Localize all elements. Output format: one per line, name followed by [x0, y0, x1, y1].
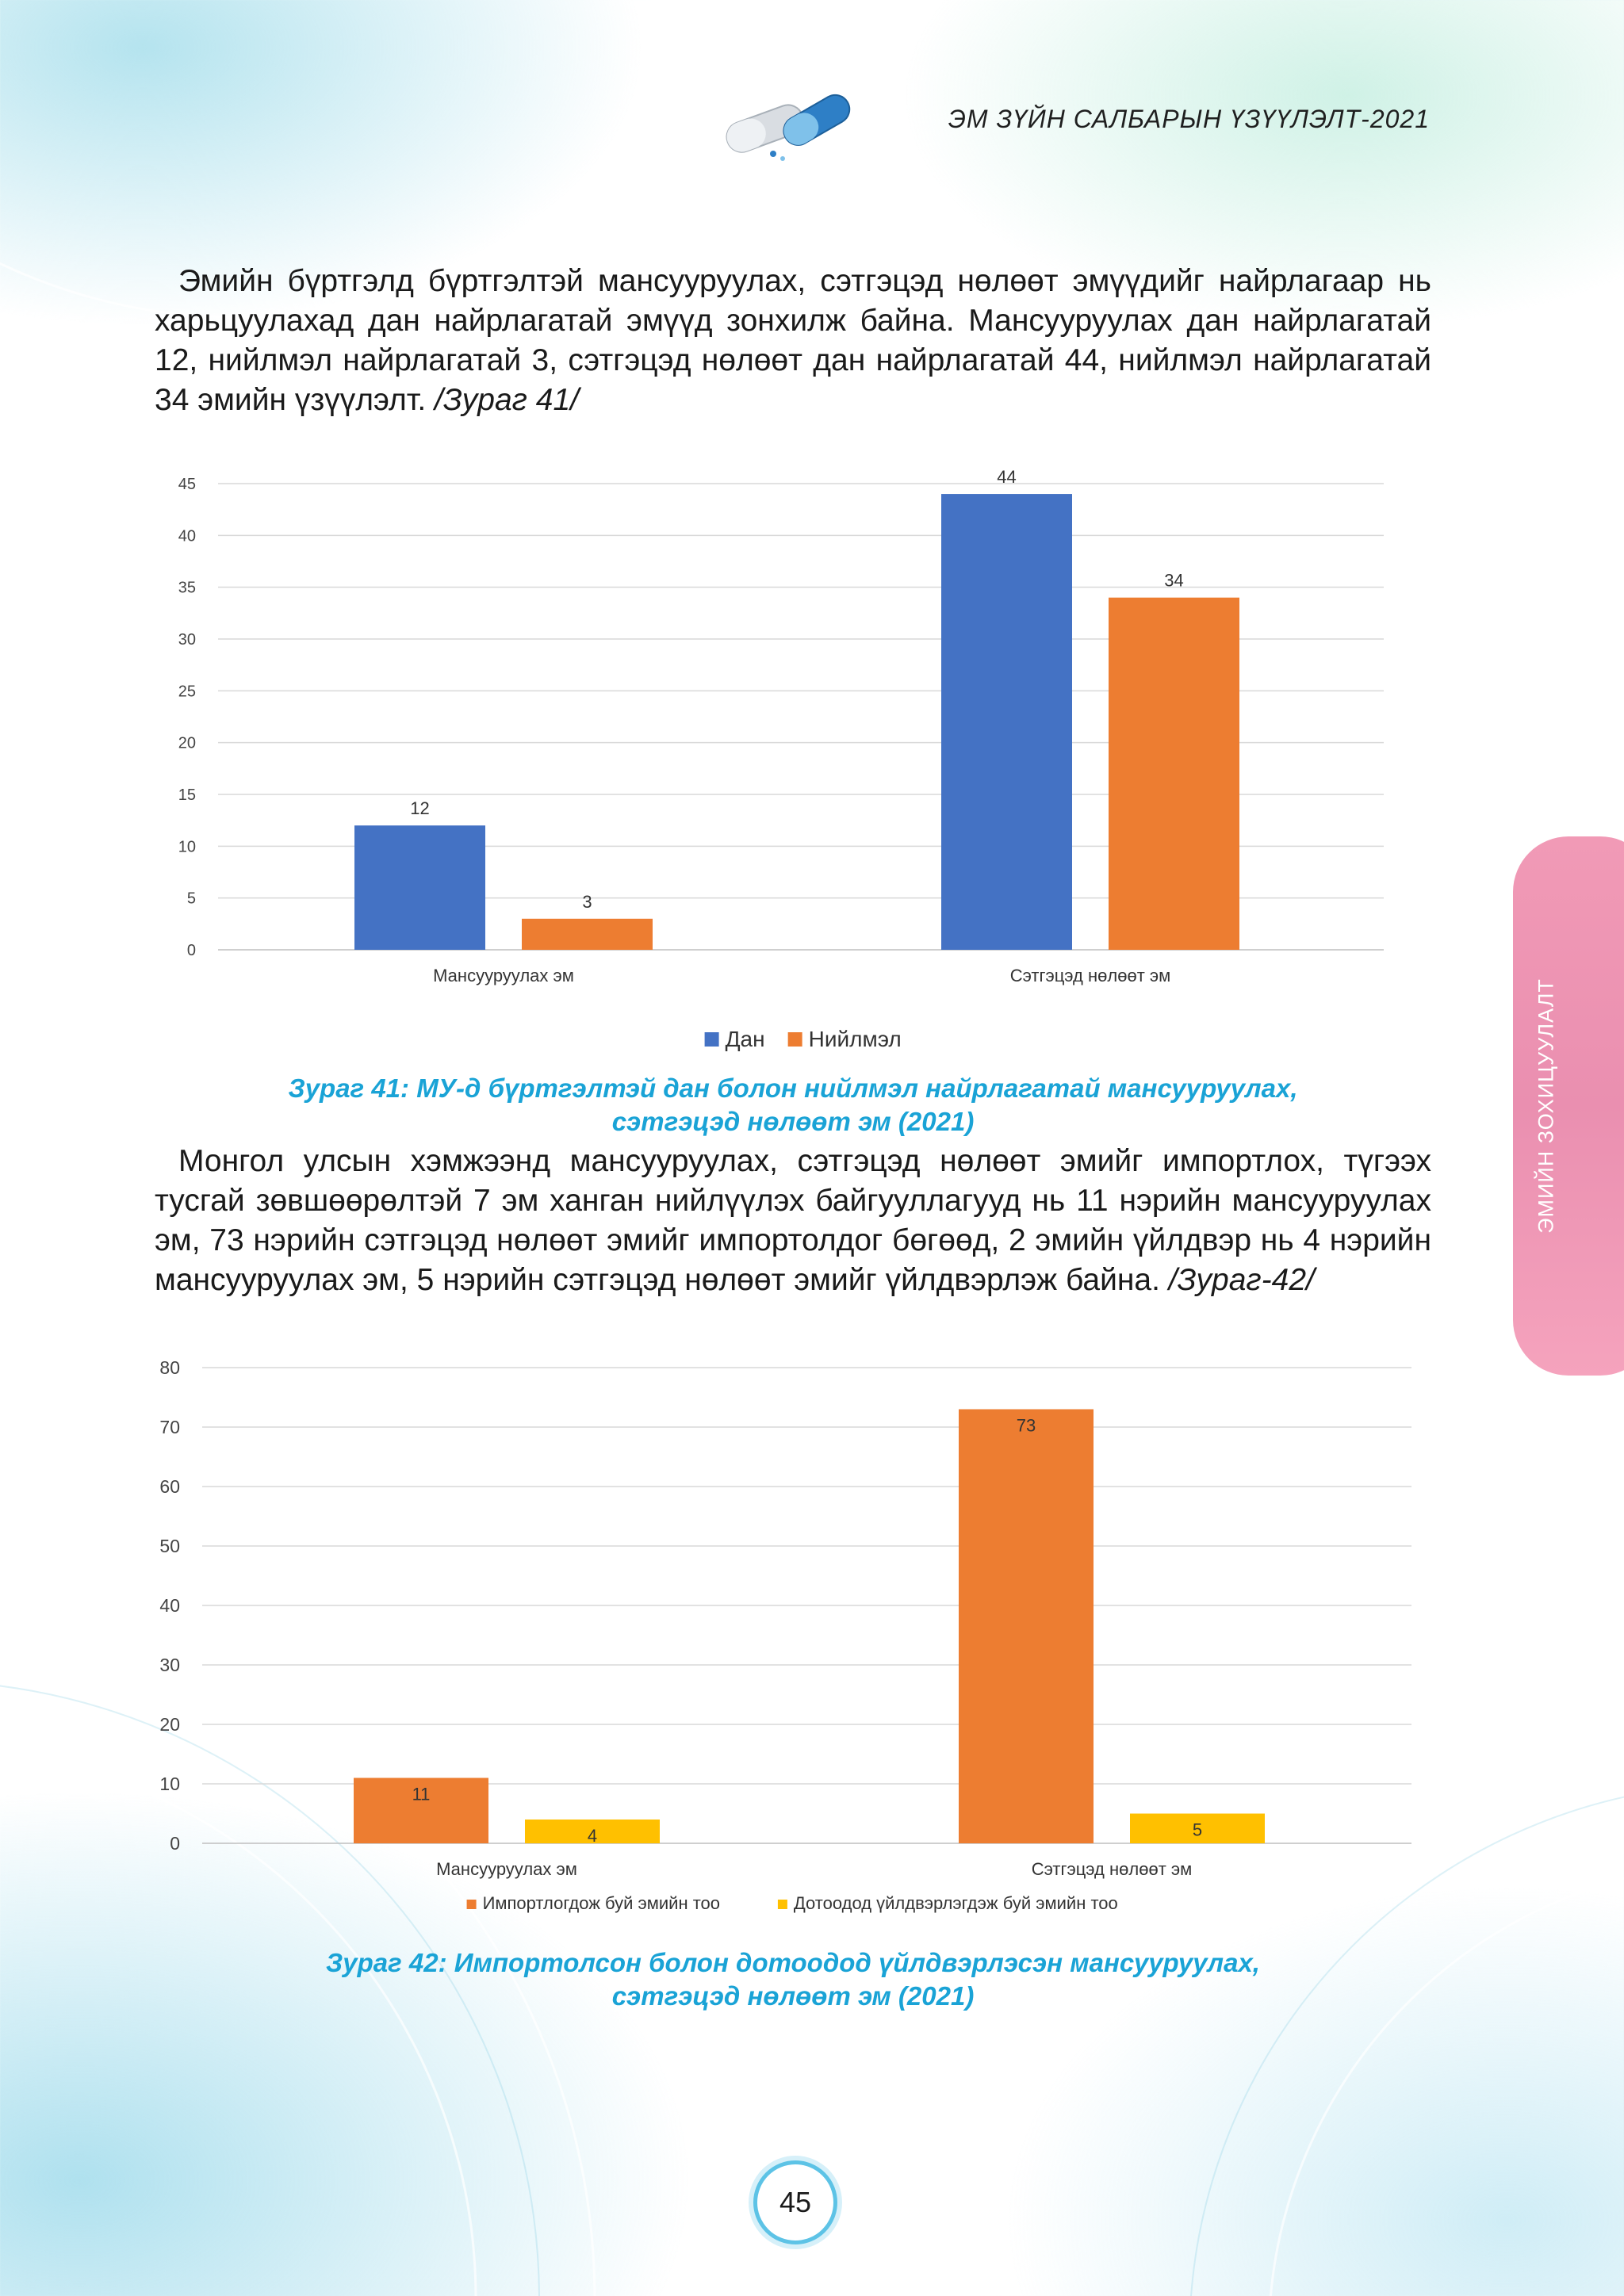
- data-label: 11: [412, 1784, 431, 1804]
- legend-label: Импортлогдож буй эмийн тоо: [482, 1893, 721, 1913]
- data-label: 4: [587, 1826, 598, 1846]
- paragraph-2-figure-ref: /Зураг-42/: [1168, 1263, 1315, 1297]
- y-tick-label: 50: [159, 1536, 180, 1557]
- page-number: 45: [753, 2160, 837, 2244]
- legend-swatch: [778, 1900, 787, 1909]
- y-tick-label: 20: [178, 734, 196, 752]
- y-tick-label: 70: [159, 1417, 180, 1438]
- paragraph-2: [155, 1142, 1431, 1300]
- y-tick-label: 30: [159, 1655, 180, 1676]
- y-tick-label: 80: [159, 1357, 180, 1379]
- bar: [959, 1410, 1094, 1844]
- figure-41-caption-line2: сэтгэцэд нөлөөт эм (2021): [611, 1107, 975, 1136]
- y-tick-label: 5: [186, 890, 196, 908]
- data-label: 3: [582, 891, 592, 912]
- paragraph-2-text: Монгол улсын хэмжээнд мансууруулах, сэтгэцэд нөлөөт эмийг импортлох, түгээх тусгай зөвшөөрөлтэй 7 эм ханган нийлүүлэх байгууллагууд нь 11 нэрийн мансууруулах эм, 73 нэрийн сэтгэцэд нөлөөт эмийг импортолдог бөгөөд, 2 эмийн үйлдвэр нь 4 нэрийн мансууруулах эм, 5 нэрийн сэтгэцэд нөлөөт эмийг үйлдвэрлэж байна.: [155, 1144, 1431, 1297]
- chart-1: [155, 456, 1423, 1058]
- y-tick-label: 30: [178, 631, 196, 649]
- paragraph-1-figure-ref: /Зураг 41/: [435, 383, 579, 417]
- y-tick-label: 25: [178, 683, 196, 701]
- data-label: 44: [997, 467, 1017, 488]
- legend-label: Дотоодод үйлдвэрлэгдэж буй эмийн тоо: [793, 1893, 1118, 1913]
- paragraph-1: [155, 262, 1431, 420]
- y-tick-label: 10: [178, 838, 196, 856]
- capsule-pills-icon: [718, 86, 852, 165]
- data-label: 34: [1164, 570, 1184, 591]
- y-tick-label: 0: [170, 1833, 180, 1854]
- y-tick-label: 20: [159, 1714, 180, 1735]
- legend-swatch: [788, 1032, 802, 1047]
- chart-2: [155, 1348, 1439, 1927]
- y-tick-label: 45: [178, 476, 196, 493]
- y-tick-label: 10: [159, 1774, 180, 1795]
- x-category-label: Сэтгэцэд нөлөөт эм: [1031, 1859, 1193, 1879]
- header-title: ЭМ ЗҮЙН САЛБАРЫН ҮЗҮҮЛЭЛТ-2021: [948, 105, 1430, 133]
- figure-42-caption-line1: Зураг 42: Импортолсон болон дотоодод үйлдвэрлэсэн мансууруулах,: [326, 1948, 1260, 1977]
- y-tick-label: 0: [186, 942, 196, 959]
- x-category-label: Мансууруулах эм: [436, 1859, 577, 1879]
- bar: [941, 494, 1072, 950]
- y-tick-label: 60: [159, 1476, 180, 1498]
- paragraph-1-text: Эмийн бүртгэлд бүртгэлтэй мансууруулах, сэтгэцэд нөлөөт эмүүдийг найрлагаар нь харьцуулахад дан найрлагатай эмүүд зонхилж байна. Мансууруулах дан найрлагатай 12, нийлмэл найрлагатай 3, сэтгэцэд нөлөөт дан найрлагатай 44, нийлмэл найрлагатай 34 эмийн үзүүлэлт.: [155, 264, 1431, 417]
- section-side-tab: [1513, 836, 1624, 1376]
- y-tick-label: 40: [178, 527, 196, 545]
- x-category-label: Мансууруулах эм: [433, 966, 574, 985]
- figure-41-caption: [155, 1072, 1431, 1138]
- bar: [1109, 598, 1239, 950]
- section-side-tab-label: ЭМИЙН ЗОХИЦУУЛАЛТ: [1534, 978, 1558, 1234]
- y-tick-label: 35: [178, 579, 196, 597]
- bar: [354, 825, 485, 950]
- legend-swatch: [705, 1032, 719, 1047]
- legend-label: Нийлмэл: [808, 1027, 902, 1051]
- figure-41-caption-line1: Зураг 41: МУ-д бүртгэлтэй дан болон нийлмэл найрлагатай мансууруулах,: [288, 1073, 1298, 1103]
- y-tick-label: 15: [178, 786, 196, 804]
- figure-42-caption: [155, 1946, 1431, 2013]
- bar: [522, 919, 653, 950]
- legend-label: Дан: [725, 1027, 765, 1051]
- y-tick-label: 40: [159, 1595, 180, 1617]
- data-label: 73: [1016, 1415, 1036, 1436]
- legend-swatch: [467, 1900, 477, 1909]
- data-label: 12: [410, 798, 430, 819]
- x-category-label: Сэтгэцэд нөлөөт эм: [1009, 966, 1171, 985]
- data-label: 5: [1192, 1820, 1203, 1840]
- figure-42-caption-line2: сэтгэцэд нөлөөт эм (2021): [611, 1981, 975, 2011]
